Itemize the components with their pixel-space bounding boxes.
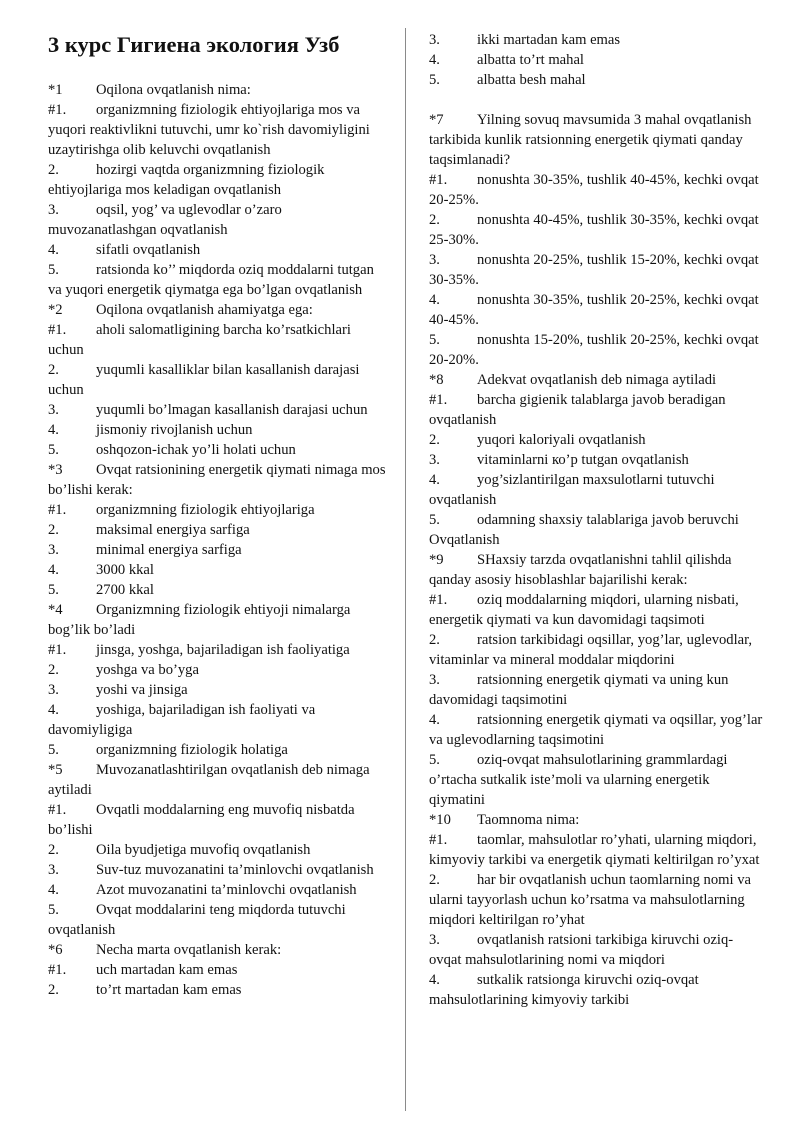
answer-option — [48, 100, 390, 160]
option-text: odamning shaxsiy talablariga javob beruvchi Ovqatlanish — [429, 512, 739, 548]
option-text: ratsionning energetik qiymati va uning kun davomidagi taqsimotini — [429, 672, 729, 708]
right-continuation-list — [429, 30, 764, 90]
answer-option — [48, 860, 390, 880]
option-number: 2. — [48, 162, 59, 178]
option-text: oziq moddalarning miqdori, ularning nisbati, energetik qiymati va kun davomidagi taqsimoti — [429, 592, 739, 628]
option-text: Ovqat moddalarini teng miqdorda tutuvchi ovqatlanish — [48, 902, 346, 938]
question-text: SHaxsiy tarzda ovqatlanishni tahlil qilishda qanday asosiy hisoblashlar bajarilishi kerak: — [429, 552, 732, 588]
option-text: jinsga, yoshga, bajariladigan ish faoliyatiga — [96, 642, 350, 658]
option-number: 2. — [48, 362, 59, 378]
option-number: 4. — [48, 242, 59, 258]
question-number: *1 — [48, 82, 63, 98]
option-text: Oila byudjetiga muvofiq ovqatlanish — [96, 842, 311, 858]
question-item — [48, 80, 390, 100]
question-text: Necha marta ovqatlanish kerak: — [96, 942, 282, 958]
option-text: yoshiga, bajariladigan ish faoliyati va davomiyligiga — [48, 702, 316, 738]
option-text: minimal energiya sarfiga — [96, 542, 242, 558]
answer-option — [48, 260, 390, 300]
option-number: 5. — [429, 332, 440, 348]
answer-option — [429, 290, 764, 330]
option-text: har bir ovqatlanish uchun taomlarning nomi va ularni tayyorlash uchun ko’rsatma va mahsulotlarning miqdori keltirilgan ro’yhat — [429, 872, 751, 928]
option-number: 3. — [429, 672, 440, 688]
answer-option — [429, 590, 764, 630]
option-number: #1. — [429, 392, 448, 408]
question-text: Oqilona ovqatlanish nima: — [96, 82, 251, 98]
option-number: 2. — [48, 842, 59, 858]
answer-option — [48, 840, 390, 860]
option-text: nonushta 40-45%, tushlik 30-35%, kechki ovqat 25-30%. — [429, 212, 759, 248]
option-number: #1. — [48, 962, 67, 978]
option-number: 4. — [429, 472, 440, 488]
option-text: oshqozon-ichak yo’li holati uchun — [96, 442, 296, 458]
answer-option — [429, 710, 764, 750]
option-text: albatta besh mahal — [477, 72, 586, 88]
question-number: *9 — [429, 552, 444, 568]
answer-option — [429, 670, 764, 710]
option-text: ratsion tarkibidagi oqsillar, yog’lar, uglevodlar, vitaminlar va mineral moddalar miqdorini — [429, 632, 753, 668]
question-item — [48, 940, 390, 960]
option-text: sifatli ovqatlanish — [96, 242, 201, 258]
option-text: maksimal energiya sarfiga — [96, 522, 250, 538]
option-text: yuqumli bo’lmagan kasallanish darajasi uchun — [96, 402, 368, 418]
answer-option — [48, 420, 390, 440]
answer-option — [429, 70, 764, 90]
option-number: 3. — [429, 252, 440, 268]
option-text: yoshi va jinsiga — [96, 682, 188, 698]
question-number: *7 — [429, 112, 444, 128]
answer-option — [429, 50, 764, 70]
option-number: 2. — [429, 632, 440, 648]
option-text: 3000 kkal — [96, 562, 154, 578]
question-number: *4 — [48, 602, 63, 618]
answer-option — [429, 870, 764, 930]
question-text: Ovqat ratsionining energetik qiymati nimaga mos bo’lishi kerak: — [48, 462, 386, 498]
option-number: 3. — [48, 542, 59, 558]
question-item — [429, 370, 764, 390]
option-number: 2. — [429, 212, 440, 228]
option-text: organizmning fiziologik ehtiyojlariga — [96, 502, 315, 518]
answer-option — [429, 450, 764, 470]
answer-option — [48, 160, 390, 200]
answer-option — [48, 640, 390, 660]
answer-option — [429, 630, 764, 670]
right-column — [429, 30, 764, 1010]
answer-option — [48, 560, 390, 580]
question-item — [48, 460, 390, 500]
option-text: barcha gigienik talablarga javob beradigan ovqatlanish — [429, 392, 726, 428]
option-text: oqsil, yog’ va uglevodlar o’zaro muvozanatlashgan oqvatlanish — [48, 202, 282, 238]
answer-option — [48, 680, 390, 700]
option-number: 4. — [48, 882, 59, 898]
answer-option — [48, 800, 390, 840]
option-text: sutkalik ratsionga kiruvchi oziq-ovqat mahsulotlarining kimyoviy tarkibi — [429, 972, 699, 1008]
option-number: 5. — [48, 262, 59, 278]
option-text: yuqori kaloriyali ovqatlanish — [477, 432, 646, 448]
right-question-list — [429, 110, 764, 1010]
answer-option — [429, 170, 764, 210]
option-number: 4. — [48, 422, 59, 438]
answer-option — [48, 740, 390, 760]
option-text: yuqumli kasalliklar bilan kasallanish darajasi uchun — [48, 362, 360, 398]
option-number: #1. — [48, 502, 67, 518]
option-number: 4. — [429, 712, 440, 728]
option-text: ratsionda ko’’ miqdorda oziq moddalarni tutgan va yuqori energetik qiymatga ega bo’lgan ovqatlanish — [48, 262, 374, 298]
option-text: yog’sizlantirilgan maxsulotlarni tutuvchi ovqatlanish — [429, 472, 715, 508]
question-text: Adekvat ovqatlanish deb nimaga aytiladi — [477, 372, 717, 388]
option-text: ovqatlanish ratsioni tarkibiga kiruvchi oziq-ovqat mahsulotlarining nomi va miqdori — [429, 932, 734, 968]
option-number: 5. — [429, 72, 440, 88]
option-number: 5. — [429, 512, 440, 528]
question-number: *10 — [429, 812, 451, 828]
answer-option — [429, 390, 764, 430]
option-number: 3. — [48, 862, 59, 878]
question-text: Organizmning fiziologik ehtiyoji nimalarga bog’lik bo’ladi — [48, 602, 351, 638]
option-number: 5. — [48, 582, 59, 598]
question-number: *2 — [48, 302, 63, 318]
answer-option — [48, 660, 390, 680]
option-text: nonushta 15-20%, tushlik 20-25%, kechki ovqat 20-20%. — [429, 332, 759, 368]
answer-option — [48, 240, 390, 260]
option-number: #1. — [429, 592, 448, 608]
answer-option — [429, 930, 764, 970]
answer-option — [429, 970, 764, 1010]
answer-option — [48, 580, 390, 600]
page-title: 3 курс Гигиена экология Узб — [48, 32, 340, 57]
option-number: 3. — [48, 202, 59, 218]
answer-option — [429, 430, 764, 450]
option-number: 5. — [48, 742, 59, 758]
option-text: 2700 kkal — [96, 582, 154, 598]
answer-option — [429, 750, 764, 810]
option-number: 2. — [48, 662, 59, 678]
question-item — [429, 110, 764, 170]
option-number: #1. — [48, 102, 67, 118]
option-text: ikki martadan kam emas — [477, 32, 621, 48]
answer-option — [48, 880, 390, 900]
option-text: jismoniy rivojlanish uchun — [96, 422, 253, 438]
option-number: 2. — [48, 982, 59, 998]
option-text: vitaminlarni ко’р tutgan ovqatlanish — [477, 452, 689, 468]
question-item — [429, 810, 764, 830]
option-number: 4. — [429, 52, 440, 68]
option-number: 4. — [48, 702, 59, 718]
option-text: Ovqatli moddalarning eng muvofiq nisbatda bo’lishi — [48, 802, 355, 838]
option-number: 4. — [429, 972, 440, 988]
option-text: taomlar, mahsulotlar ro’yhati, ularning miqdori, kimyoviy tarkibi va energetik qiymati keltirilgan ro’yxat — [429, 832, 760, 868]
option-number: 2. — [48, 522, 59, 538]
option-number: 3. — [429, 452, 440, 468]
answer-option — [48, 500, 390, 520]
answer-option — [48, 540, 390, 560]
option-text: albatta to’rt mahal — [477, 52, 584, 68]
answer-option — [48, 700, 390, 740]
option-number: #1. — [48, 322, 67, 338]
question-number: *5 — [48, 762, 63, 778]
option-text: uch martadan kam emas — [96, 962, 238, 978]
answer-option — [48, 320, 390, 360]
option-text: ratsionning energetik qiymati va oqsillar, yog’lar va uglevodlarning taqsimotini — [429, 712, 763, 748]
option-text: yoshga va bo’yga — [96, 662, 199, 678]
option-text: organizmning fiziologik holatiga — [96, 742, 288, 758]
option-number: 2. — [429, 432, 440, 448]
left-column — [48, 30, 390, 1000]
answer-option — [48, 960, 390, 980]
question-item — [48, 760, 390, 800]
option-number: #1. — [429, 832, 448, 848]
option-number: 3. — [429, 32, 440, 48]
question-item — [48, 600, 390, 640]
answer-option — [48, 900, 390, 940]
option-number: #1. — [429, 172, 448, 188]
option-text: aholi salomatligining barcha ko’rsatkichlari uchun — [48, 322, 351, 358]
option-text: nonushta 20-25%, tushlik 15-20%, kechki ovqat 30-35%. — [429, 252, 759, 288]
option-number: 5. — [48, 902, 59, 918]
option-number: 4. — [48, 562, 59, 578]
answer-option — [48, 980, 390, 1000]
answer-option — [429, 30, 764, 50]
answer-option — [429, 470, 764, 510]
answer-option — [48, 440, 390, 460]
question-number: *3 — [48, 462, 63, 478]
question-text: Yilning sovuq mavsumida 3 mahal ovqatlanish tarkibida kunlik ratsionning energetik qiymati qanday taqsimlanadi? — [429, 112, 752, 168]
answer-option — [429, 250, 764, 290]
question-text: Oqilona ovqatlanish ahamiyatga ega: — [96, 302, 313, 318]
question-number: *6 — [48, 942, 63, 958]
option-number: #1. — [48, 642, 67, 658]
option-text: hozirgi vaqtda organizmning fiziologik ehtiyojlariga mos keladigan ovqatlanish — [48, 162, 325, 198]
option-number: 3. — [48, 682, 59, 698]
answer-option — [48, 200, 390, 240]
question-item — [429, 550, 764, 590]
answer-option — [429, 210, 764, 250]
option-text: Suv-tuz muvozanatini ta’minlovchi ovqatlanish — [96, 862, 374, 878]
answer-option — [429, 830, 764, 870]
option-number: 5. — [429, 752, 440, 768]
option-number: 3. — [48, 402, 59, 418]
option-text: nonushta 30-35%, tushlik 40-45%, kechki ovqat 20-25%. — [429, 172, 759, 208]
option-number: 5. — [48, 442, 59, 458]
option-number: #1. — [48, 802, 67, 818]
answer-option — [48, 520, 390, 540]
answer-option — [48, 360, 390, 400]
option-number: 4. — [429, 292, 440, 308]
option-text: Azot muvozanatini ta’minlovchi ovqatlanish — [96, 882, 357, 898]
question-text: Muvozanatlashtirilgan ovqatlanish deb nimaga aytiladi — [48, 762, 370, 798]
column-divider — [405, 28, 406, 1111]
option-number: 3. — [429, 932, 440, 948]
spacer — [429, 90, 764, 110]
option-text: oziq-ovqat mahsulotlarining grammlardagi o’rtacha sutkalik iste’moli va ularning energetik qiymatini — [429, 752, 728, 808]
answer-option — [48, 400, 390, 420]
option-text: nonushta 30-35%, tushlik 20-25%, kechki ovqat 40-45%. — [429, 292, 759, 328]
option-text: to’rt martadan kam emas — [96, 982, 242, 998]
option-number: 2. — [429, 872, 440, 888]
answer-option — [429, 510, 764, 550]
question-item — [48, 300, 390, 320]
left-question-list — [48, 80, 390, 1000]
question-text: Taomnoma nima: — [477, 812, 580, 828]
question-number: *8 — [429, 372, 444, 388]
answer-option — [429, 330, 764, 370]
option-text: organizmning fiziologik ehtiyojlariga mos va yuqori reaktivlikni tutuvchi, umr ko`rish davomiyligini uzaytirishga olib keluvchi ovqatlanish — [48, 102, 370, 158]
